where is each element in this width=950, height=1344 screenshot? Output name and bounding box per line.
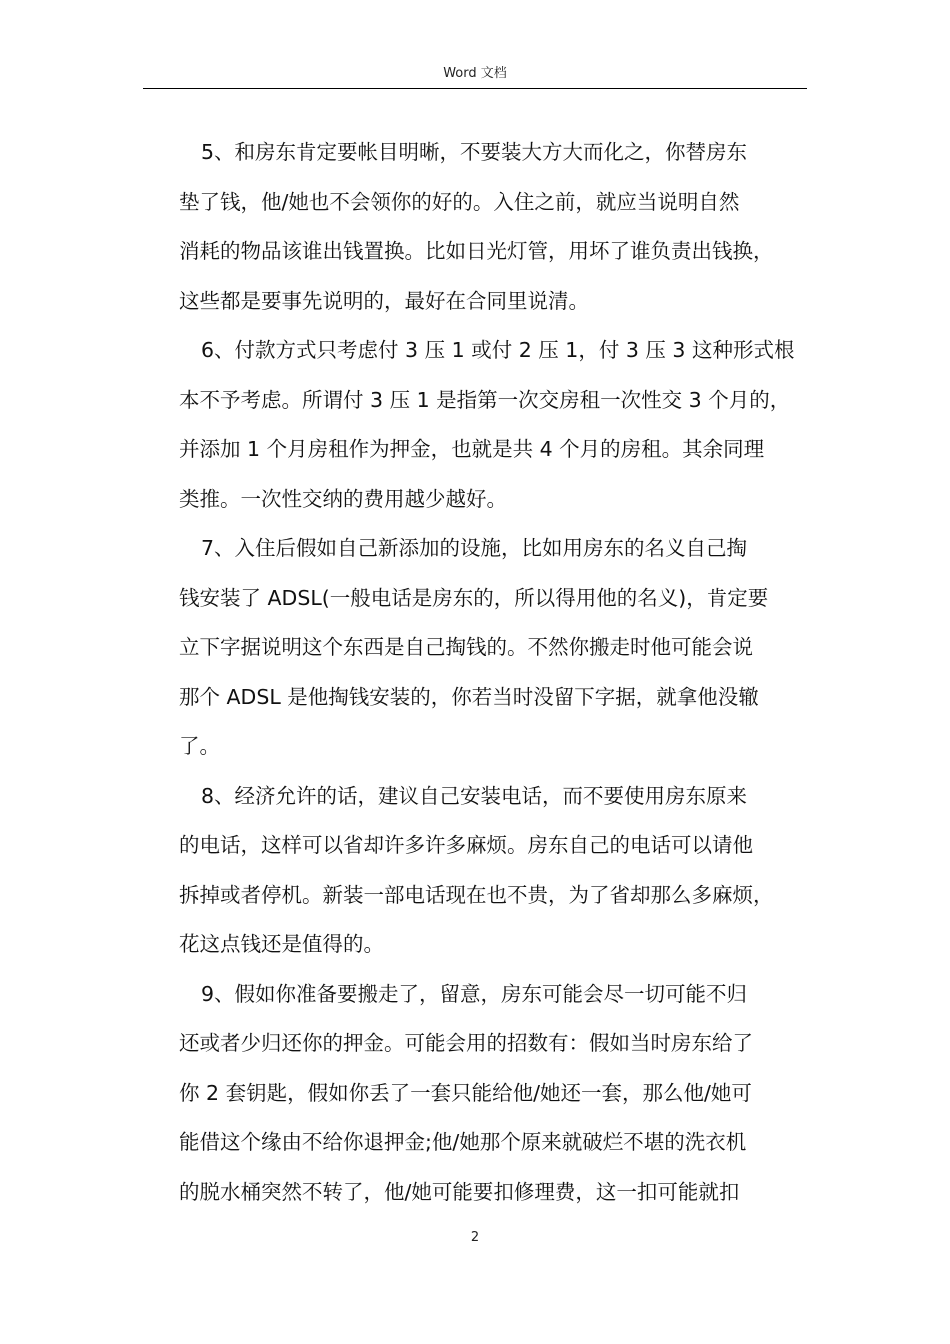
text-line: 消耗的物品该谁出钱置换。比如日光灯管，用坏了谁负责出钱换，	[179, 239, 774, 263]
header-divider	[143, 88, 807, 89]
text-line: 6、付款方式只考虑付 3 压 1 或付 2 压 1，付 3 压 3 这种形式根	[201, 338, 795, 362]
text-line: 能借这个缘由不给你退押金;他/她那个原来就破烂不堪的洗衣机	[179, 1130, 747, 1154]
page-number: 2	[470, 1230, 480, 1245]
text-line: 拆掉或者停机。新装一部电话现在也不贵，为了省却那么多麻烦，	[179, 882, 774, 907]
text-line: 8、经济允许的话，建议自己安装电话，而不要使用房东原来	[201, 783, 748, 808]
text-line: 这些都是要事先说明的，最好在合同里说清。	[179, 288, 589, 313]
text-line: 9、假如你准备要搬走了，留意，房东可能会尽一切可能不归	[201, 981, 748, 1006]
text-line: 还或者少归还你的押金。可能会用的招数有：假如当时房东给了	[179, 1031, 753, 1055]
text-line: 立下字据说明这个东西是自己掏钱的。不然你搬走时他可能会说	[179, 635, 753, 659]
page-header-title: Word 文档	[443, 66, 507, 81]
text-line: 那个 ADSL 是他掏钱安装的，你若当时没留下字据，就拿他没辙	[179, 684, 759, 709]
text-line: 的电话，这样可以省却许多许多麻烦。房东自己的电话可以请他	[179, 833, 753, 857]
document-body	[179, 128, 819, 1217]
text-line: 你 2 套钥匙，假如你丢了一套只能给他/她还一套，那么他/她可	[179, 1080, 752, 1105]
text-line: 类推。一次性交纳的费用越少越好。	[179, 486, 507, 511]
text-line: 7、入住后假如自己新添加的设施，比如用房东的名义自己掏	[201, 536, 748, 560]
text-line: 5、和房东肯定要帐目明晰，不要装大方大而化之，你替房东	[201, 140, 748, 164]
text-line: 垫了钱，他/她也不会领你的好的。入住之前，就应当说明自然	[179, 189, 740, 214]
text-line: 了。	[179, 734, 220, 758]
text-line: 并添加 1 个月房租作为押金，也就是共 4 个月的房租。其余同理	[179, 437, 765, 461]
text-line: 钱安装了 ADSL(一般电话是房东的，所以得用他的名义)，肯定要	[179, 585, 769, 610]
text-line: 花这点钱还是值得的。	[179, 932, 384, 956]
text-line: 本不予考虑。所谓付 3 压 1 是指第一次交房租一次性交 3 个月的，	[179, 387, 791, 412]
text-line: 的脱水桶突然不转了，他/她可能要扣修理费，这一扣可能就扣	[179, 1179, 740, 1204]
